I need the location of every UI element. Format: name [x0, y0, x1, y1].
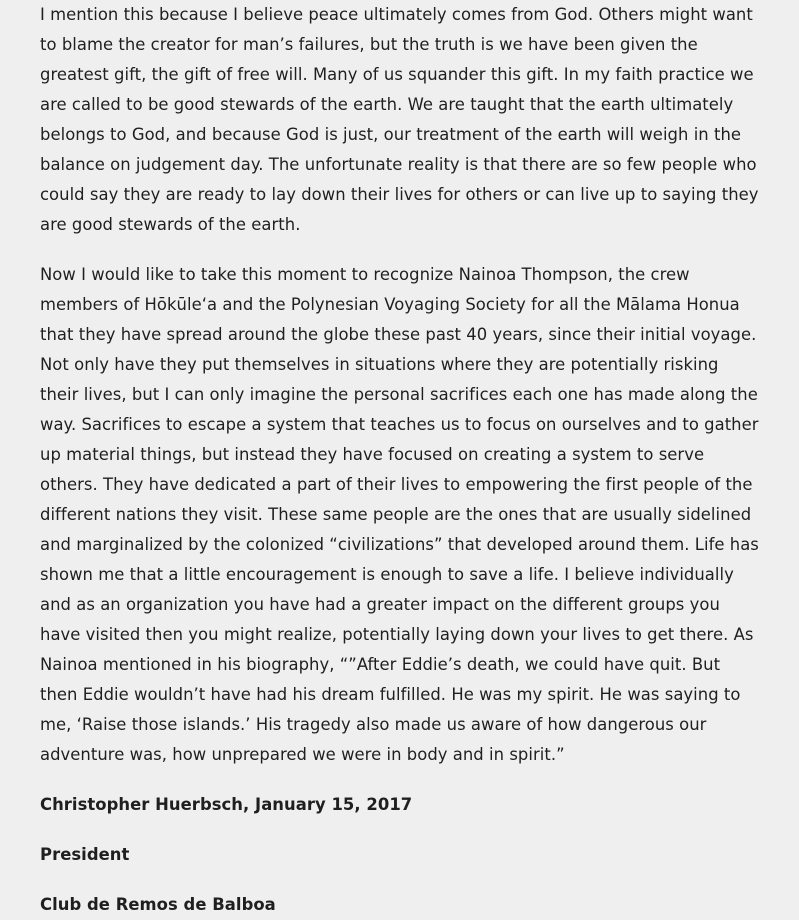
signature-name-date: Christopher Huerbsch, January 15, 2017: [40, 795, 413, 814]
paragraph-recognition: Now I would like to take this moment to recognize Nainoa Thompson, the crew members of Hōkūleʻa and the Polynesian Voyaging Society for all the Mālama Honua that they have spread around the globe these past 40 years, since their initial voyage. Not only have they put themselves in situations where they are potentially risking their lives, but I can only imagine the personal sacrifices each one has made along the way. Sacrifices to escape a system that teaches us to focus on ourselves and to gather up material things, but instead they have focused on creating a system to serve others. They have dedicated a part of their lives to empowering the first people of the different nations they visit. These same people are the ones that are usually sidelined and marginalized by the colonized “civilizations” that developed around them. Life has shown me that a little encouragement is enough to save a life. I believe individually and as an organization you have had a greater impact on the different groups you have visited then you might realize, potentially laying down your lives to get there. As Nainoa mentioned in his biography, “”After Eddie’s death, we could have quit. But then Eddie wouldn’t have had his dream fulfilled. He was my spirit. He was saying to me, ‘Raise those islands.’ His tragedy also made us aware of how dangerous our adventure was, how unprepared we were in body and in spirit.”: [40, 265, 759, 764]
signature-title: President: [40, 845, 130, 864]
signature-organization: Club de Remos de Balboa: [40, 895, 276, 914]
paragraph-faith: I mention this because I believe peace ultimately comes from God. Others might want to blame the creator for man’s failures, but the truth is we have been given the greatest gift, the gift of free will. Many of us squander this gift. In my faith practice we are called to be good stewards of the earth. We are taught that the earth ultimately belongs to God, and because God is just, our treatment of the earth will weigh in the balance on judgement day. The unfortunate reality is that there are so few people who could say they are ready to lay down their lives for others or can live up to saying they are good stewards of the earth.: [40, 5, 759, 234]
